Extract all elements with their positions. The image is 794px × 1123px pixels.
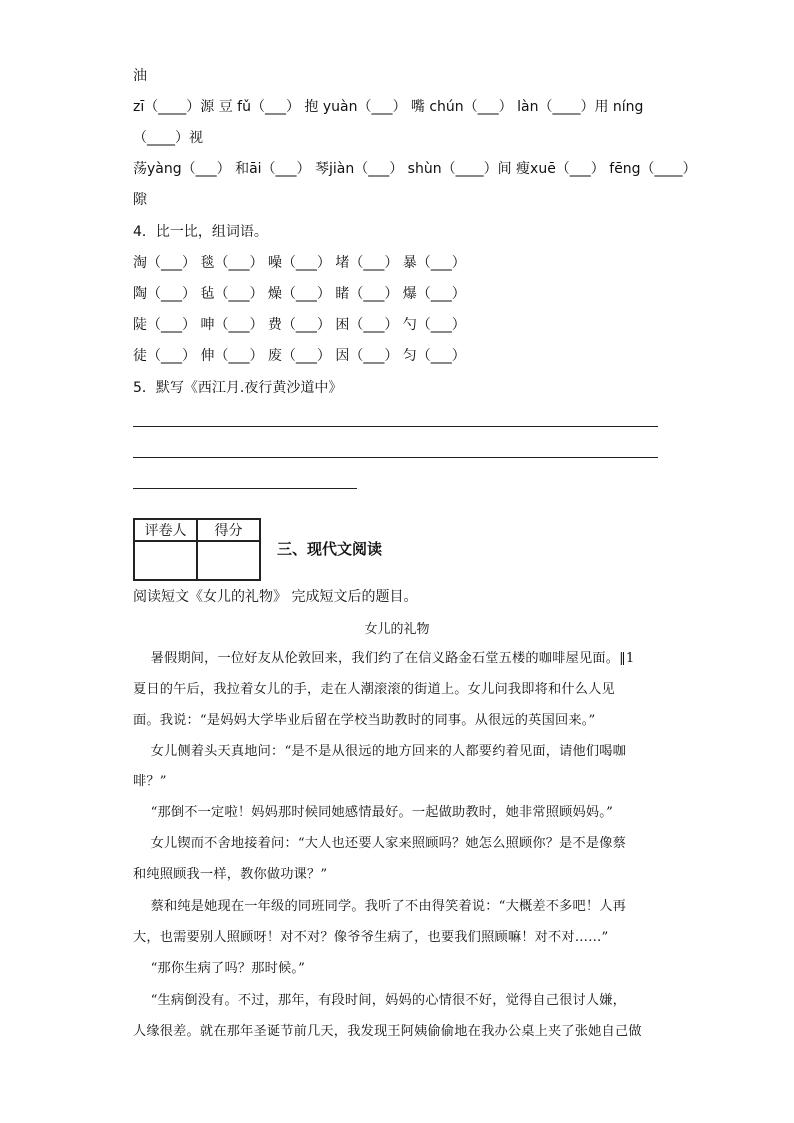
passage-line: 女儿锲而不舍地接着问：“大人也还要人家来照顾吗？她怎么照顾你？是不是像蔡 — [133, 836, 627, 851]
passage-line: 夏日的午后，我拉着女儿的手，走在人潮滚滚的街道上。女儿问我即将和什么人见 — [133, 682, 615, 697]
q4-row-3: 陡（___） 呻（___） 费（___） 困（___） 勺（___） — [133, 317, 466, 333]
passage-line: 人缘很差。就在那年圣诞节前几天，我发现王阿姨偷偷地在我办公桌上夹了张她自己做 — [133, 1024, 642, 1039]
passage-line: 女儿侧着头天真地问：“是不是从很远的地方回来的人都要约着见面，请他们喝咖 — [133, 744, 627, 759]
pinyin-line-2: zī（____）源 豆 fǔ（___） 抱 yuàn（___） 嘴 chún（___） làn（____）用 níng — [133, 99, 644, 115]
passage-line: “生病倒没有。不过，那年，有段时间，妈妈的心情很不好，觉得自己很讨人嫌， — [133, 993, 627, 1008]
passage-line: 和纯照顾我一样，教你做功课？” — [133, 867, 328, 882]
answer-line-2 — [133, 457, 658, 458]
q4-row-4: 徒（___） 伸（___） 废（___） 因（___） 匀（___） — [133, 348, 466, 364]
q4-row-2: 陶（___） 毡（___） 燥（___） 睹（___） 爆（___） — [133, 286, 466, 302]
score-box-grader-cell — [134, 541, 197, 580]
passage-line: 蔡和纯是她现在一年级的同班同学。我听了不由得笑着说：“大概差不多吧！人再 — [133, 899, 627, 914]
passage-title: 女儿的礼物 — [364, 622, 430, 637]
passage-line: 大，也需要别人照顾呀！对不对？像爷爷生病了，也要我们照顾嘛！对不对……” — [133, 930, 609, 945]
pinyin-line-5: 隙 — [133, 192, 147, 208]
answer-line-3 — [133, 488, 357, 489]
section-title: 三、现代文阅读 — [277, 540, 383, 558]
pinyin-line-4: 荡yàng（___） 和āi（___） 琴jiàn（___） shùn（____）间 瘦xuē（___） fēng（____） — [133, 161, 697, 177]
passage-line: 啡？” — [133, 774, 167, 789]
score-box-grader-label: 评卷人 — [134, 519, 197, 541]
q4-row-1: 淘（___） 毯（___） 噪（___） 堵（___） 暴（___） — [133, 255, 466, 271]
q5-heading: 5．默写《西江月.夜行黄沙道中》 — [133, 380, 343, 396]
score-box-score-cell — [197, 541, 260, 580]
q4-heading: 4．比一比，组词语。 — [133, 224, 268, 240]
passage-line: 面。我说：“是妈妈大学毕业后留在学校当助教时的同事。从很远的英国回来。” — [133, 713, 596, 728]
passage-line: “那倒不一定啦！妈妈那时候同她感情最好。一起做助教时，她非常照顾妈妈。” — [133, 805, 614, 820]
passage-line: “那你生病了吗？那时候。” — [133, 961, 306, 976]
pinyin-line-3: （____）视 — [133, 130, 203, 146]
score-box — [133, 518, 261, 581]
answer-line-1 — [133, 426, 658, 427]
score-box-score-label: 得分 — [197, 519, 260, 541]
pinyin-line-1: 油 — [133, 68, 147, 84]
reading-instruction: 阅读短文《女儿的礼物》 完成短文后的题目。 — [133, 589, 418, 605]
passage-line: 暑假期间，一位好友从伦敦回来，我们约了在信义路金石堂五楼的咖啡屋见面。‖1 — [133, 651, 635, 666]
